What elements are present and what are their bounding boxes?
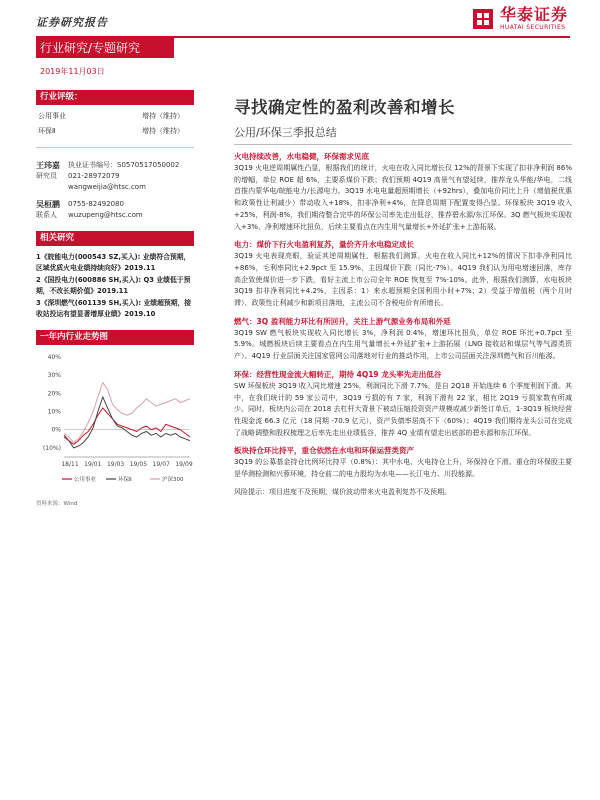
section-text: 3Q19 的公募基金持仓比例环比持平（0.8%）：其中水电、火电持仓上升，环保持仓下滑。重仓的环保股主要是华测检测和兴蓉环境，持仓前二的电力股均为水电——长江电力、川投能源。 [234, 458, 572, 479]
summary-section [234, 151, 572, 233]
analyst-role: 研究员 [36, 172, 57, 180]
section-heading: 燃气：3Q 盈利能力环比有所回升，关注上游气源业务布局和外延 [234, 316, 451, 326]
x-tick-label: 18/11 [61, 461, 79, 468]
x-tick-label: 19/05 [129, 461, 148, 468]
trend-chart-svg [36, 345, 194, 495]
title-divider [234, 144, 572, 145]
rating-value: 增持（维持） [142, 127, 184, 135]
divider [36, 147, 194, 148]
report-subtitle: 公用/环保三季报总结 [234, 126, 337, 139]
related-item[interactable]: 1《皖能电力(000543 SZ,买入): 业绩符合预期，区域优质火电业绩持续向好》2019.11 [36, 253, 191, 272]
report-date: 2019年11月03日 [40, 67, 105, 76]
section-text: 3Q19 火电逆周期属性凸显，根据我们的统计，火电在收入同比增长仅 12%的背景下实现了扣非净利润 86%的增幅，单位 ROE 超 6%，主要系煤价下跌；我们预期 4Q19 高景气有望延续，推荐龙头华能/华电，二线首推内蒙华电/皖能电力/长源电力。3Q19 水电电量超预期增长（+92hrs），叠加电价同比上升（增值税优惠和政策性让利减少）带动收入+18%，扣非净利+4%，在降息周期下配置变得凸显。环保板块 3Q19 收入+25%，利润-8%，我们期待整合完毕的环保公司率先走出低谷，推荐碧水源/东江环保。3Q 燃气板块实现收入+3%，净利增速环比扭负，后续主要看点在内生用气量增长+外延扩张+上游拓展。 [234, 164, 572, 231]
trend-heading: 一年内行业走势图 [36, 330, 194, 345]
section-heading: 火电持续改善，水电稳健，环保需求见底 [234, 152, 369, 161]
trend-chart [36, 345, 194, 495]
series-line [64, 383, 190, 443]
section-heading: 板块持仓环比持平，重仓依然在水电和环保运营类资产 [234, 446, 414, 456]
section-text: SW 环保板块 3Q19 收入同比增速 25%，利润同比下滑 7.7%，是自 2Q18 开始连续 6 个季度利润下滑。其中，在我们统计的 59 家公司中，3Q19 亏损的有 7 家，利润下滑有 22 家，相比 2Q19 亏损家数有所减少。同时，板块内公司在 2018 去杠杆大背景下被动压缩投资资产规模或减少新签订单后，1-3Q19 板块经营性现金流 66.3 亿元（18 同期 -70.9 亿元），资产负债率居高不下（60%）；4Q19 我们期待龙头公司在完成了战略调整和股权梳理之后率先走出业绩低谷，推荐 4Q 业绩有望走出底部的碧水源和东江环保。 [234, 381, 572, 437]
rating-industry: 环保Ⅱ [38, 127, 56, 135]
legend-label: 公用事业 [74, 477, 97, 483]
series-line [64, 408, 190, 444]
analyst-phone: 021-28972079 [68, 172, 120, 180]
related-list [36, 246, 194, 320]
analyst-name: 吴桓鹏 [36, 200, 60, 209]
report-title: 寻找确定性的盈利改善和增长 [234, 98, 455, 117]
section-heading: 环保：经营性现金流大幅转正，期待 4Q19 龙头率先走出低谷 [234, 369, 442, 379]
analyst-name: 王玮嘉 [36, 161, 60, 170]
report-type: 证券研究报告 [36, 16, 108, 29]
y-tick-label: 30% [47, 372, 61, 380]
analyst-card [36, 160, 194, 193]
report-category: 行业研究/专题研究 [36, 38, 174, 58]
environment-section [234, 369, 572, 440]
rating-row [36, 124, 194, 139]
holdings-section [234, 445, 572, 480]
y-tick-label: 0% [51, 426, 61, 434]
x-tick-label: 19/01 [84, 461, 102, 468]
logo-mark-icon [472, 8, 494, 30]
x-tick-label: 19/03 [106, 461, 125, 468]
related-item[interactable]: 3《深圳燃气(601139 SH,买入): 业绩超预期，接收站投运有望显著增厚业绩》2019.10 [36, 299, 192, 318]
rating-heading: 行业评级： [36, 90, 194, 105]
analyst-card [36, 199, 194, 221]
analyst-license: 执业证书编号：S0570517050002 [68, 161, 180, 169]
related-heading: 相关研究 [36, 231, 194, 246]
rating-industry: 公用事业 [38, 112, 66, 120]
legend-label: 沪深300 [162, 477, 184, 483]
gas-section [234, 316, 572, 363]
logo-name-en: HUATAI SECURITIES [499, 24, 566, 31]
rating-value: 增持（维持） [142, 112, 184, 120]
risk-warning: 风险提示：项目进度不及预期，煤价波动带来火电盈利复苏不及预期。 [234, 487, 451, 496]
y-tick-label: 10% [47, 408, 61, 416]
chart-source: 资料来源：Wind [36, 501, 78, 507]
logo-name-cn: 华泰证券 [499, 5, 568, 24]
y-tick-label: 40% [47, 354, 61, 361]
page-header [0, 0, 600, 40]
analyst-role: 联系人 [36, 211, 57, 219]
sidebar [36, 90, 194, 507]
analyst-email[interactable]: wuzupeng@htsc.com [68, 211, 143, 219]
company-logo [472, 6, 568, 32]
x-tick-label: 19/07 [152, 461, 170, 468]
series-line [64, 397, 190, 448]
power-section [234, 239, 572, 310]
analyst-phone: 0755-82492080 [68, 200, 124, 208]
related-item[interactable]: 2《国投电力(600886 SH,买入): Q3 业绩低于预期，不改长期价值》2019.11 [36, 276, 191, 295]
main-content [234, 94, 572, 498]
section-text: 3Q19 火电表现亮眼，验证其逆周期属性，根据我们测算，火电在收入同比+12%的情况下扣非净利同比+86%，毛利率同比+2.9pct 至 15.9%，主因煤价下跌（同比-7%）。4Q19 我们认为用电增速回落，库存高企致使煤价进一步下跌，看好主流上市公司全年 ROE 恢复至 7%-10%。此外，根据我们测算，水电板块 3Q19 扣非净利同比+4.2%，主因系：1）来水超预期全国利用小时+7%；2）受益于增值税（两个月时滞）、政策性让利减少和新项目落地，主流公司不含税电价有所增长。 [234, 252, 572, 308]
section-heading: 电力：煤价下行火电盈利复苏，量价齐升水电稳定成长 [234, 240, 414, 250]
x-tick-label: 19/09 [175, 461, 193, 468]
y-tick-label: (10%) [42, 444, 61, 452]
legend-label: 环保Ⅱ [118, 477, 132, 483]
y-tick-label: 20% [47, 390, 61, 398]
rating-row [36, 109, 194, 124]
analyst-email[interactable]: wangweijia@htsc.com [68, 183, 146, 191]
section-text: 3Q19 SW 燃气板块实现收入同比增长 3%，净利润 0.4%，增速环比扭负，单位 ROE 环比+0.7pct 至 5.9%。城燃板块后续主要看点在内生用气量增长+外延扩张+上游拓展（LNG 接收站和煤层气等气源类资产）。4Q19 行业层面关注国家管网公司落地对行业的推动作用，上市公司层面关注深圳燃气和百川能源。 [234, 328, 572, 361]
